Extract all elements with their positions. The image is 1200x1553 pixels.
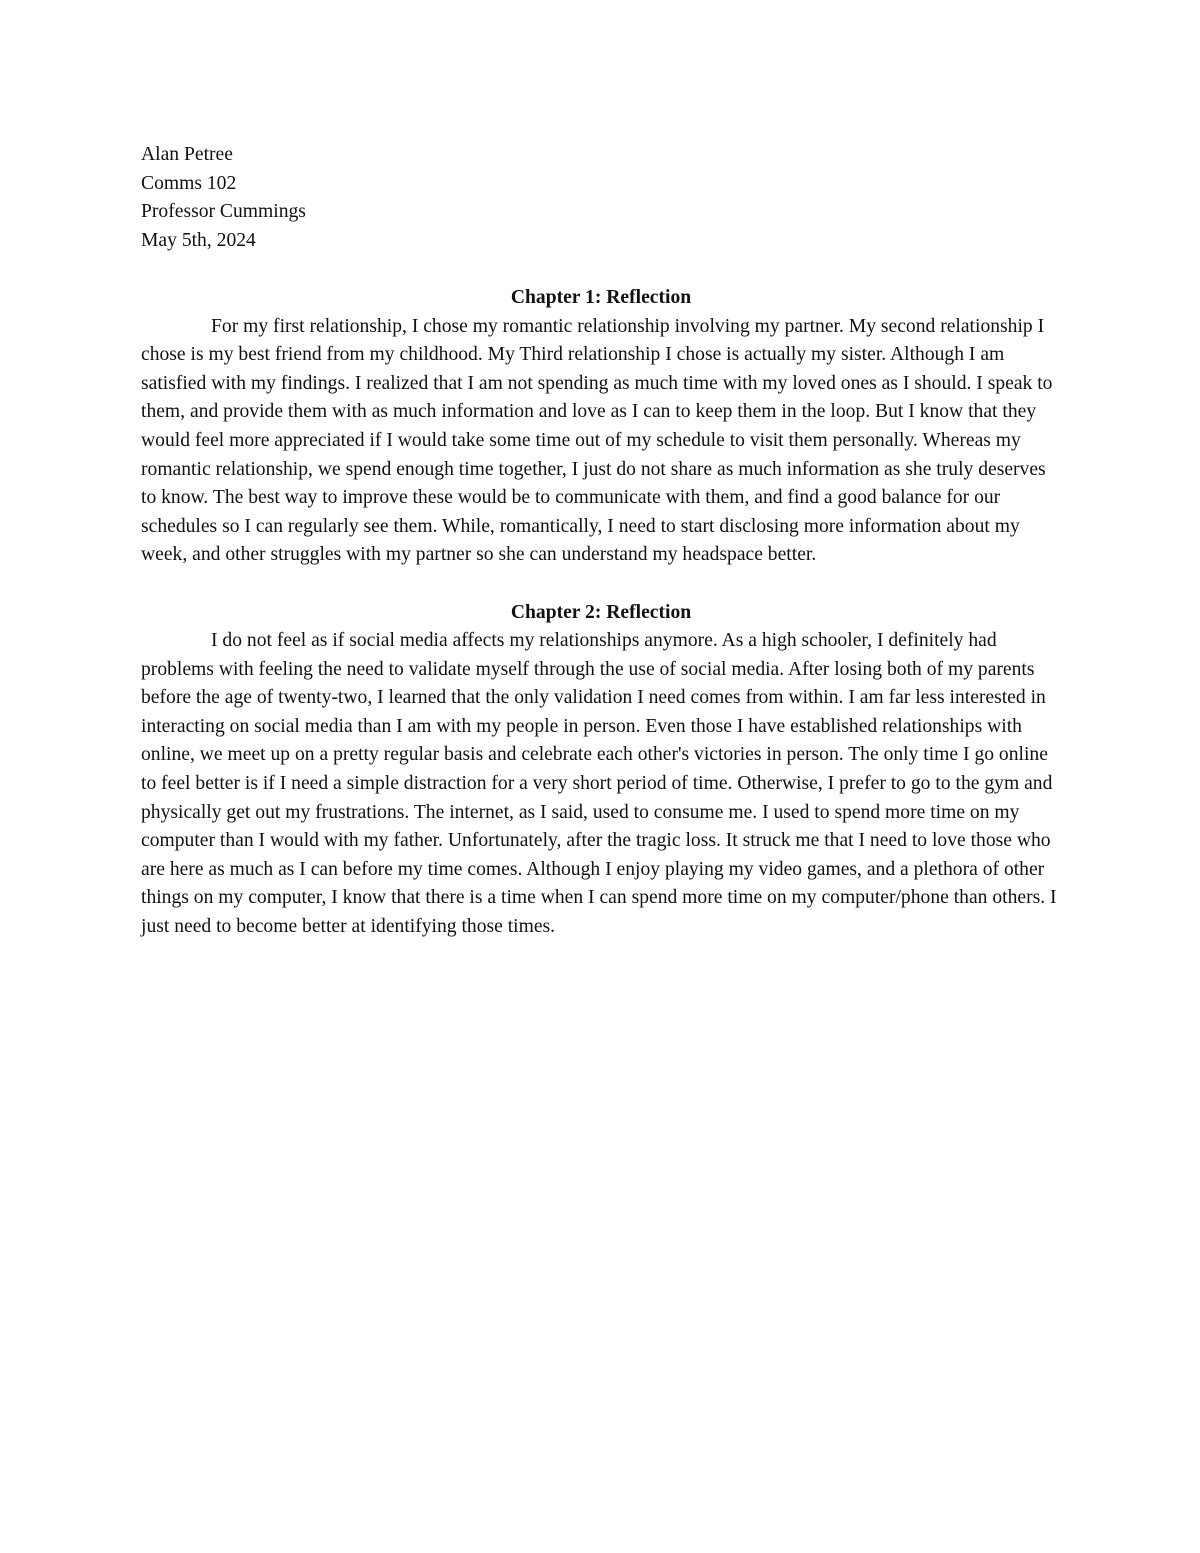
document-header [141,141,1061,255]
chapter-2-body: I do not feel as if social media affects my relationships anymore. As a high schooler, I definitely had problems with feeling the need to validate myself through the use of social media. After losing both of my parents before the age of twenty-two, I learned that the only validation I need comes from within. I am far less interested in interacting on social media than I am with my people in person. Even those I have established relationships with online, we meet up on a pretty regular basis and celebrate each other's victories in person. The only time I go online to feel better is if I need a simple distraction for a very short period of time. Otherwise, I prefer to go to the gym and physically get out my frustrations. The internet, as I said, used to consume me. I used to spend more time on my computer than I would with my father. Unfortunately, after the tragic loss. It struck me that I need to love those who are here as much as I can before my time comes. Although I enjoy playing my video games, and a plethora of other things on my computer, I know that there is a time when I can spend more time on my computer/phone than others. I just need to become better at identifying those times. [141,630,1057,938]
chapter-1-section [141,284,1061,570]
chapter-1-body: For my first relationship, I chose my romantic relationship involving my partner. My second relationship I chose is my best friend from my childhood. My Third relationship I chose is actually my sister. Although I am satisfied with my findings. I realized that I am not spending as much time with my loved ones as I should. I speak to them, and provide them with as much information and love as I can to keep them in the loop. But I know that they would feel more appreciated if I would take some time out of my schedule to visit them personally. Whereas my romantic relationship, we spend enough time together, I just do not share as much information as she truly deserves to know. The best way to improve these would be to communicate with them, and find a good balance for our schedules so I can regularly see them. While, romantically, I need to start disclosing more information about my week, and other struggles with my partner so she can understand my headspace better. [141,315,1053,566]
professor-name: Professor Cummings [141,201,306,223]
course-name: Comms 102 [141,172,237,194]
header-spacer [141,255,1061,284]
author-name: Alan Petree [141,144,233,165]
chapter-spacer [141,570,1061,599]
document-page [141,141,1061,942]
chapter-1-title: Chapter 1: Reflection [510,286,692,308]
document-date: May 5th, 2024 [141,229,256,251]
chapter-2-section [141,599,1061,942]
chapter-2-title: Chapter 2: Reflection [510,601,692,623]
